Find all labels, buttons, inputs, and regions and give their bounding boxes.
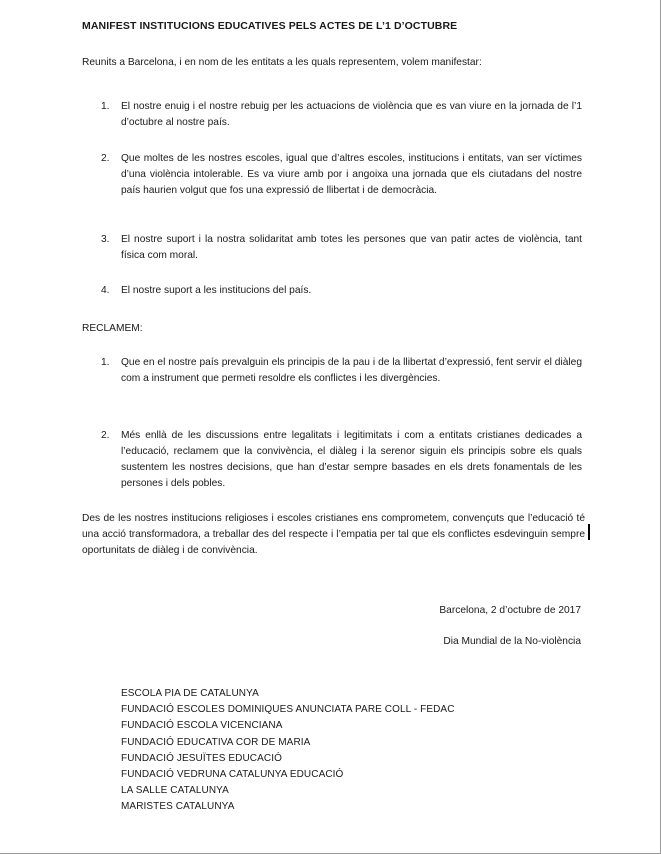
list-item: [82, 232, 582, 283]
list-item: [82, 428, 582, 492]
document-title: MANIFEST INSTITUCIONS EDUCATIVES PELS ACTES DE L’1 D’OCTUBRE: [82, 20, 458, 32]
list-item-text: El nostre suport i la nostra solidaritat amb totes les persones que van patir actes de violència, tant física com moral.: [121, 234, 582, 261]
list-item-number: 3.: [101, 234, 110, 245]
manifest-list: [82, 99, 582, 299]
signatory: FUNDACIÓ EDUCATIVA COR DE MARIA: [121, 736, 311, 748]
list-item: [82, 355, 582, 428]
list-item: [82, 99, 582, 151]
list-item-text: Que en el nostre país prevalguin els principis de la pau i de la llibertat d’expressió, fent servir el diàleg com a instrument que permeti resoldre els conflictes i les divergències.: [121, 357, 582, 384]
date-line: Barcelona, 2 d’octubre de 2017: [439, 605, 581, 616]
list-item-text: Més enllà de les discussions entre legalitats i legitimitats i com a entitats cristianes dedicades a l’educació, reclamem que la convivència, el diàleg i la serenor siguin els principis sobre els quals sustentem les nostres decisions, que han d’estar sempre basades en els drets fonamentals de les persones i dels pobles.: [121, 430, 582, 489]
list-item-number: 1.: [101, 357, 110, 368]
intro-paragraph: Reunits a Barcelona, i en nom de les entitats a les quals representem, volem manifestar:: [82, 57, 482, 68]
reclamem-list: [82, 355, 582, 492]
list-item-text: El nostre enuig i el nostre rebuig per les actuacions de violència que es van viure en la jornada de l’1 d’octubre al nostre país.: [121, 101, 582, 128]
list-item: [82, 151, 582, 232]
text-cursor: [588, 524, 590, 540]
reclamem-heading: RECLAMEM:: [82, 323, 143, 334]
list-item-number: 2.: [101, 153, 110, 164]
list-item-number: 1.: [101, 101, 110, 112]
signatory: LA SALLE CATALUNYA: [121, 785, 229, 797]
signatory: ESCOLA PIA DE CATALUNYA: [121, 688, 259, 699]
list-item-number: 2.: [101, 430, 110, 441]
signatory: FUNDACIÓ JESUÏTES EDUCACIÓ: [121, 752, 282, 764]
closing-paragraph: Des de les nostres institucions religioses i escoles cristianes ens comprometem, convençuts que l’educació té una acció transformadora, a treballar des del respecte i l’empatia per tal que els conflictes esdevinguin sempre oportunitats de diàleg i de convivència.: [82, 513, 585, 556]
list-item-text: Que moltes de les nostres escoles, igual que d’altres escoles, institucions i entitats, van ser víctimes d’una violència intolerable. Es va viure amb por i angoixa una jornada que els ciutadans del nostre país haurien volgut que fos una expressió de llibertat i de democràcia.: [121, 153, 582, 196]
signatory: FUNDACIÓ VEDRUNA CATALUNYA EDUCACIÓ: [121, 769, 344, 781]
day-line: Dia Mundial de la No-violència: [443, 636, 581, 647]
list-item: [82, 283, 582, 299]
signatory: FUNDACIÓ ESCOLES DOMINIQUES ANUNCIATA PARE COLL - FEDAC: [121, 704, 455, 716]
list-item-text: El nostre suport a les institucions del país.: [121, 285, 312, 296]
list-item-number: 4.: [101, 285, 110, 296]
signatory: FUNDACIÓ ESCOLA VICENCIANA: [121, 720, 283, 732]
signatories-list: [121, 686, 455, 816]
signatory: MARISTES CATALUNYA: [121, 801, 235, 813]
